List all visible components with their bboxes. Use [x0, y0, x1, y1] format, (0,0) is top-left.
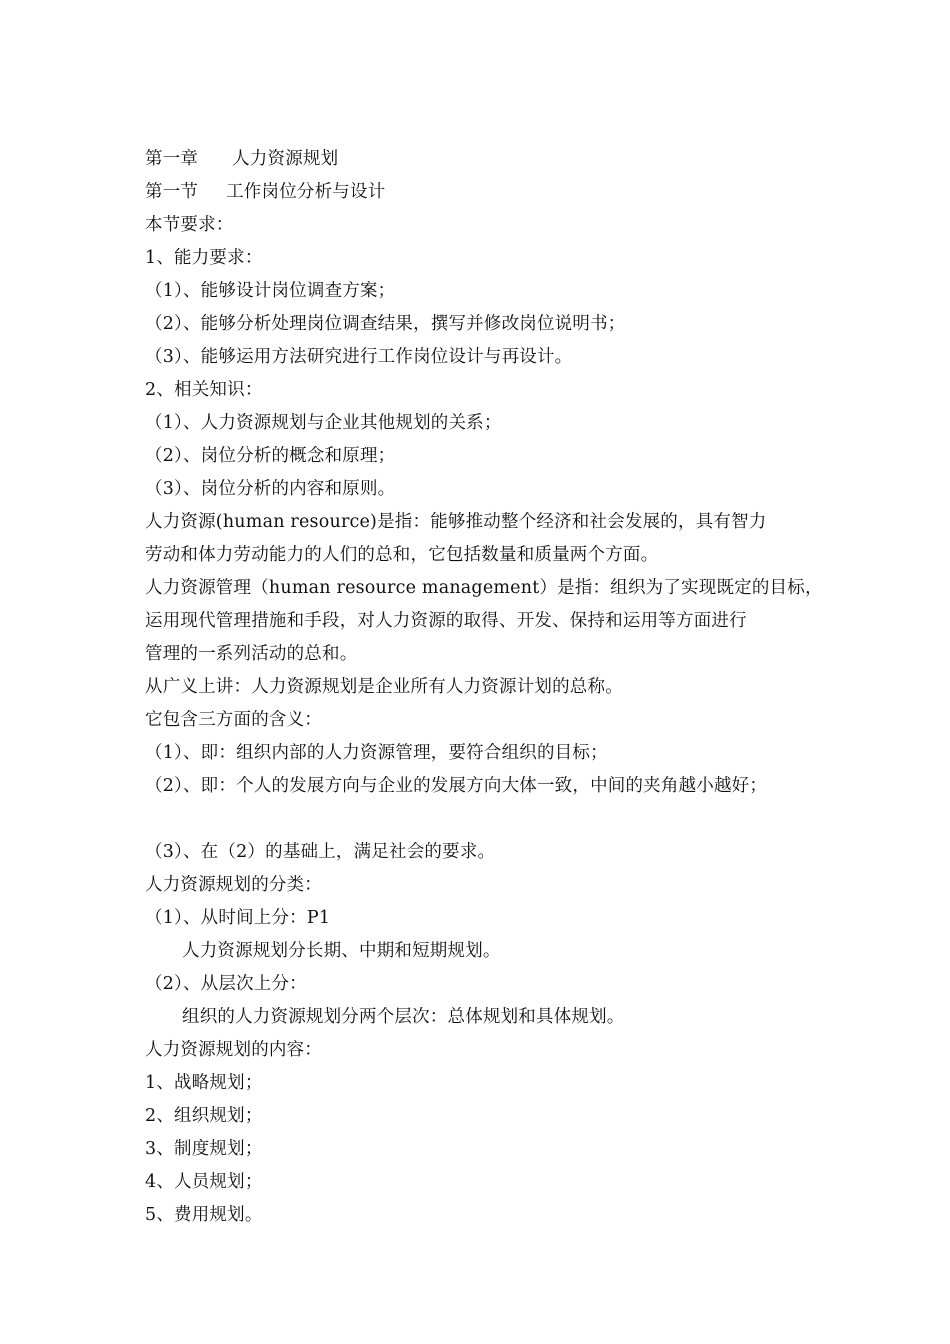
list-item: 5、费用规划。 [145, 1205, 263, 1225]
list-item: 2、组织规划； [145, 1106, 263, 1126]
text-line: （1）、从时间上分：P1 [145, 908, 331, 928]
document-page [145, 143, 835, 1232]
text-line: 从广义上讲：人力资源规划是企业所有人力资源计划的总称。 [145, 677, 623, 697]
list-item: 1、战略规划； [145, 1073, 263, 1093]
text-line: 人力资源规划的分类： [145, 875, 322, 895]
section-name: 工作岗位分析与设计 [226, 182, 386, 202]
text-line: （2）、从层次上分： [145, 974, 307, 994]
section-heading [145, 176, 835, 209]
list-item: 4、人员规划； [145, 1172, 263, 1192]
list-item: 3、制度规划； [145, 1139, 263, 1159]
text-line: 它包含三方面的含义： [145, 710, 322, 730]
text-line: 人力资源(human resource)是指：能够推动整个经济和社会发展的，具有智力 [145, 512, 767, 532]
text-line: （1）、能够设计岗位调查方案； [145, 281, 396, 301]
text-line: 人力资源规划的内容： [145, 1040, 322, 1060]
text-line: （3）、岗位分析的内容和原则。 [145, 479, 396, 499]
text-line: （3）、在（2）的基础上，满足社会的要求。 [145, 842, 496, 862]
text-line: 本节要求： [145, 215, 234, 235]
blank-line [145, 803, 835, 836]
chapter-heading [145, 143, 835, 176]
text-line: 人力资源管理（human resource management）是指：组织为了实现既定的目标， [145, 578, 823, 598]
text-line: （2）、岗位分析的概念和原理； [145, 446, 396, 466]
text-line: （2）、能够分析处理岗位调查结果，撰写并修改岗位说明书； [145, 314, 626, 334]
chapter-number: 第一章 [145, 149, 199, 169]
text-line: （1）、人力资源规划与企业其他规划的关系； [145, 413, 502, 433]
text-line: 运用现代管理措施和手段，对人力资源的取得、开发、保持和运用等方面进行 [145, 611, 747, 631]
chapter-name: 人力资源规划 [232, 149, 339, 169]
text-line: （3）、能够运用方法研究进行工作岗位设计与再设计。 [145, 347, 573, 367]
text-line: 组织的人力资源规划分两个层次：总体规划和具体规划。 [182, 1007, 625, 1027]
text-line: 人力资源规划分长期、中期和短期规划。 [182, 941, 501, 961]
text-line: 管理的一系列活动的总和。 [145, 644, 358, 664]
text-line: （1）、即：组织内部的人力资源管理，要符合组织的目标； [145, 743, 608, 763]
text-line: 1、能力要求： [145, 248, 263, 268]
text-line: 2、相关知识： [145, 380, 263, 400]
section-number: 第一节 [145, 182, 199, 202]
text-line: 劳动和体力劳动能力的人们的总和，它包括数量和质量两个方面。 [145, 545, 659, 565]
text-line: （2）、即：个人的发展方向与企业的发展方向大体一致，中间的夹角越小越好； [145, 776, 768, 796]
